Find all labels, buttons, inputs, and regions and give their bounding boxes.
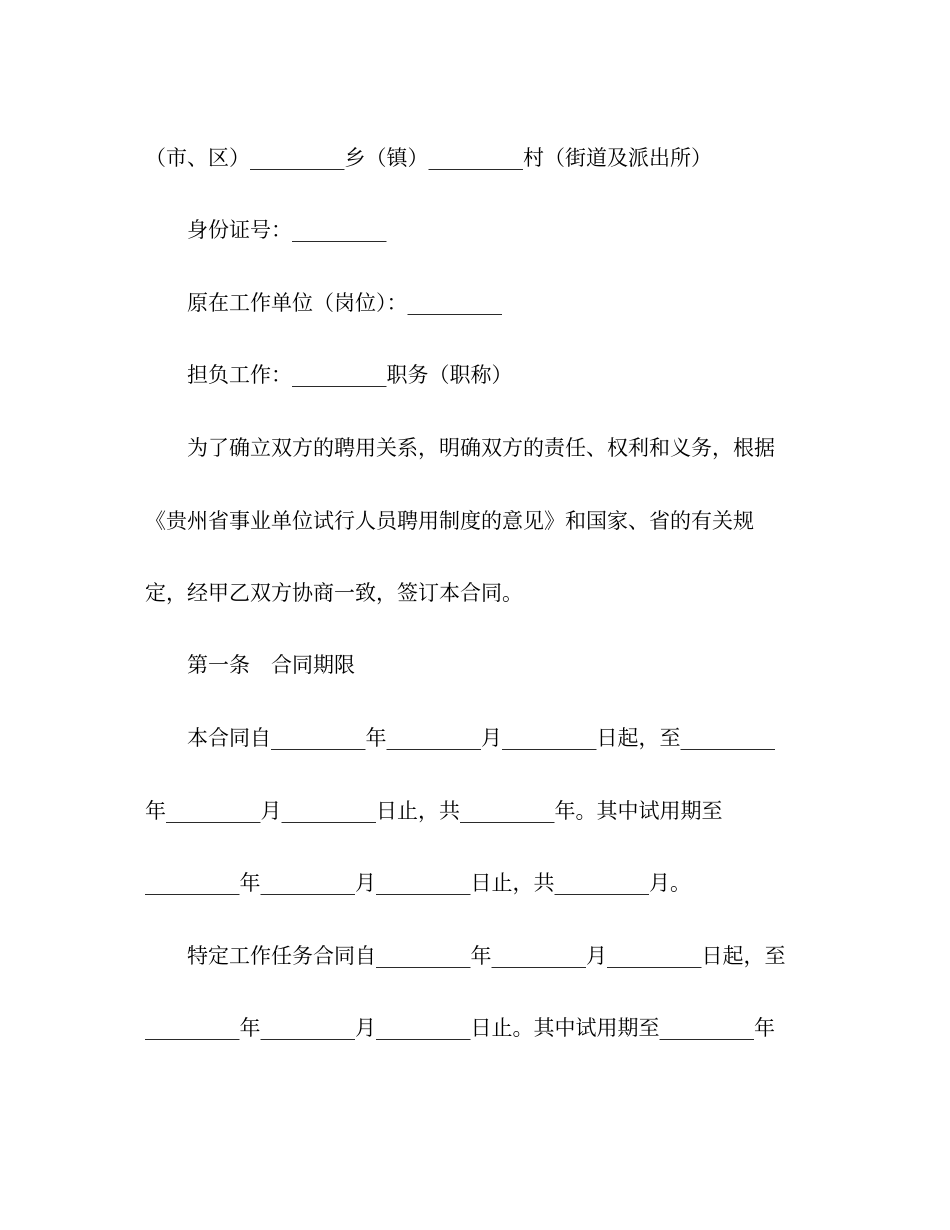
contract-term-line-3: _________年_________月_________日止，共_________月。 <box>145 871 691 895</box>
purpose-paragraph-line-3: 定，经甲乙双方协商一致，签订本合同。 <box>145 581 523 605</box>
special-task-line-1: 特定工作任务合同自_________年_________月_________日起，至 <box>187 944 786 968</box>
contract-term-line-2: 年_________月_________日止，共_________年。其中试用期至 <box>145 799 723 823</box>
purpose-paragraph-line-2: 《贵州省事业单位试行人员聘用制度的意见》和国家、省的有关规 <box>145 509 754 533</box>
address-line: （市、区）_________乡（镇）_________村（街道及派出所） <box>145 146 712 170</box>
original-employer-line: 原在工作单位（岗位）：_________ <box>187 291 502 315</box>
special-task-line-2: _________年_________月_________日止。其中试用期至_________年 <box>145 1016 775 1040</box>
job-duty-line: 担负工作：_________职务（职称） <box>187 363 513 387</box>
purpose-paragraph-line-1: 为了确立双方的聘用关系，明确双方的责任、权利和义务，根据 <box>187 436 775 460</box>
article-one-heading: 第一条 合同期限 <box>187 653 355 677</box>
id-number-line: 身份证号：_________ <box>187 218 387 242</box>
contract-term-line-1: 本合同自_________年_________月_________日起，至_________ <box>187 726 775 750</box>
